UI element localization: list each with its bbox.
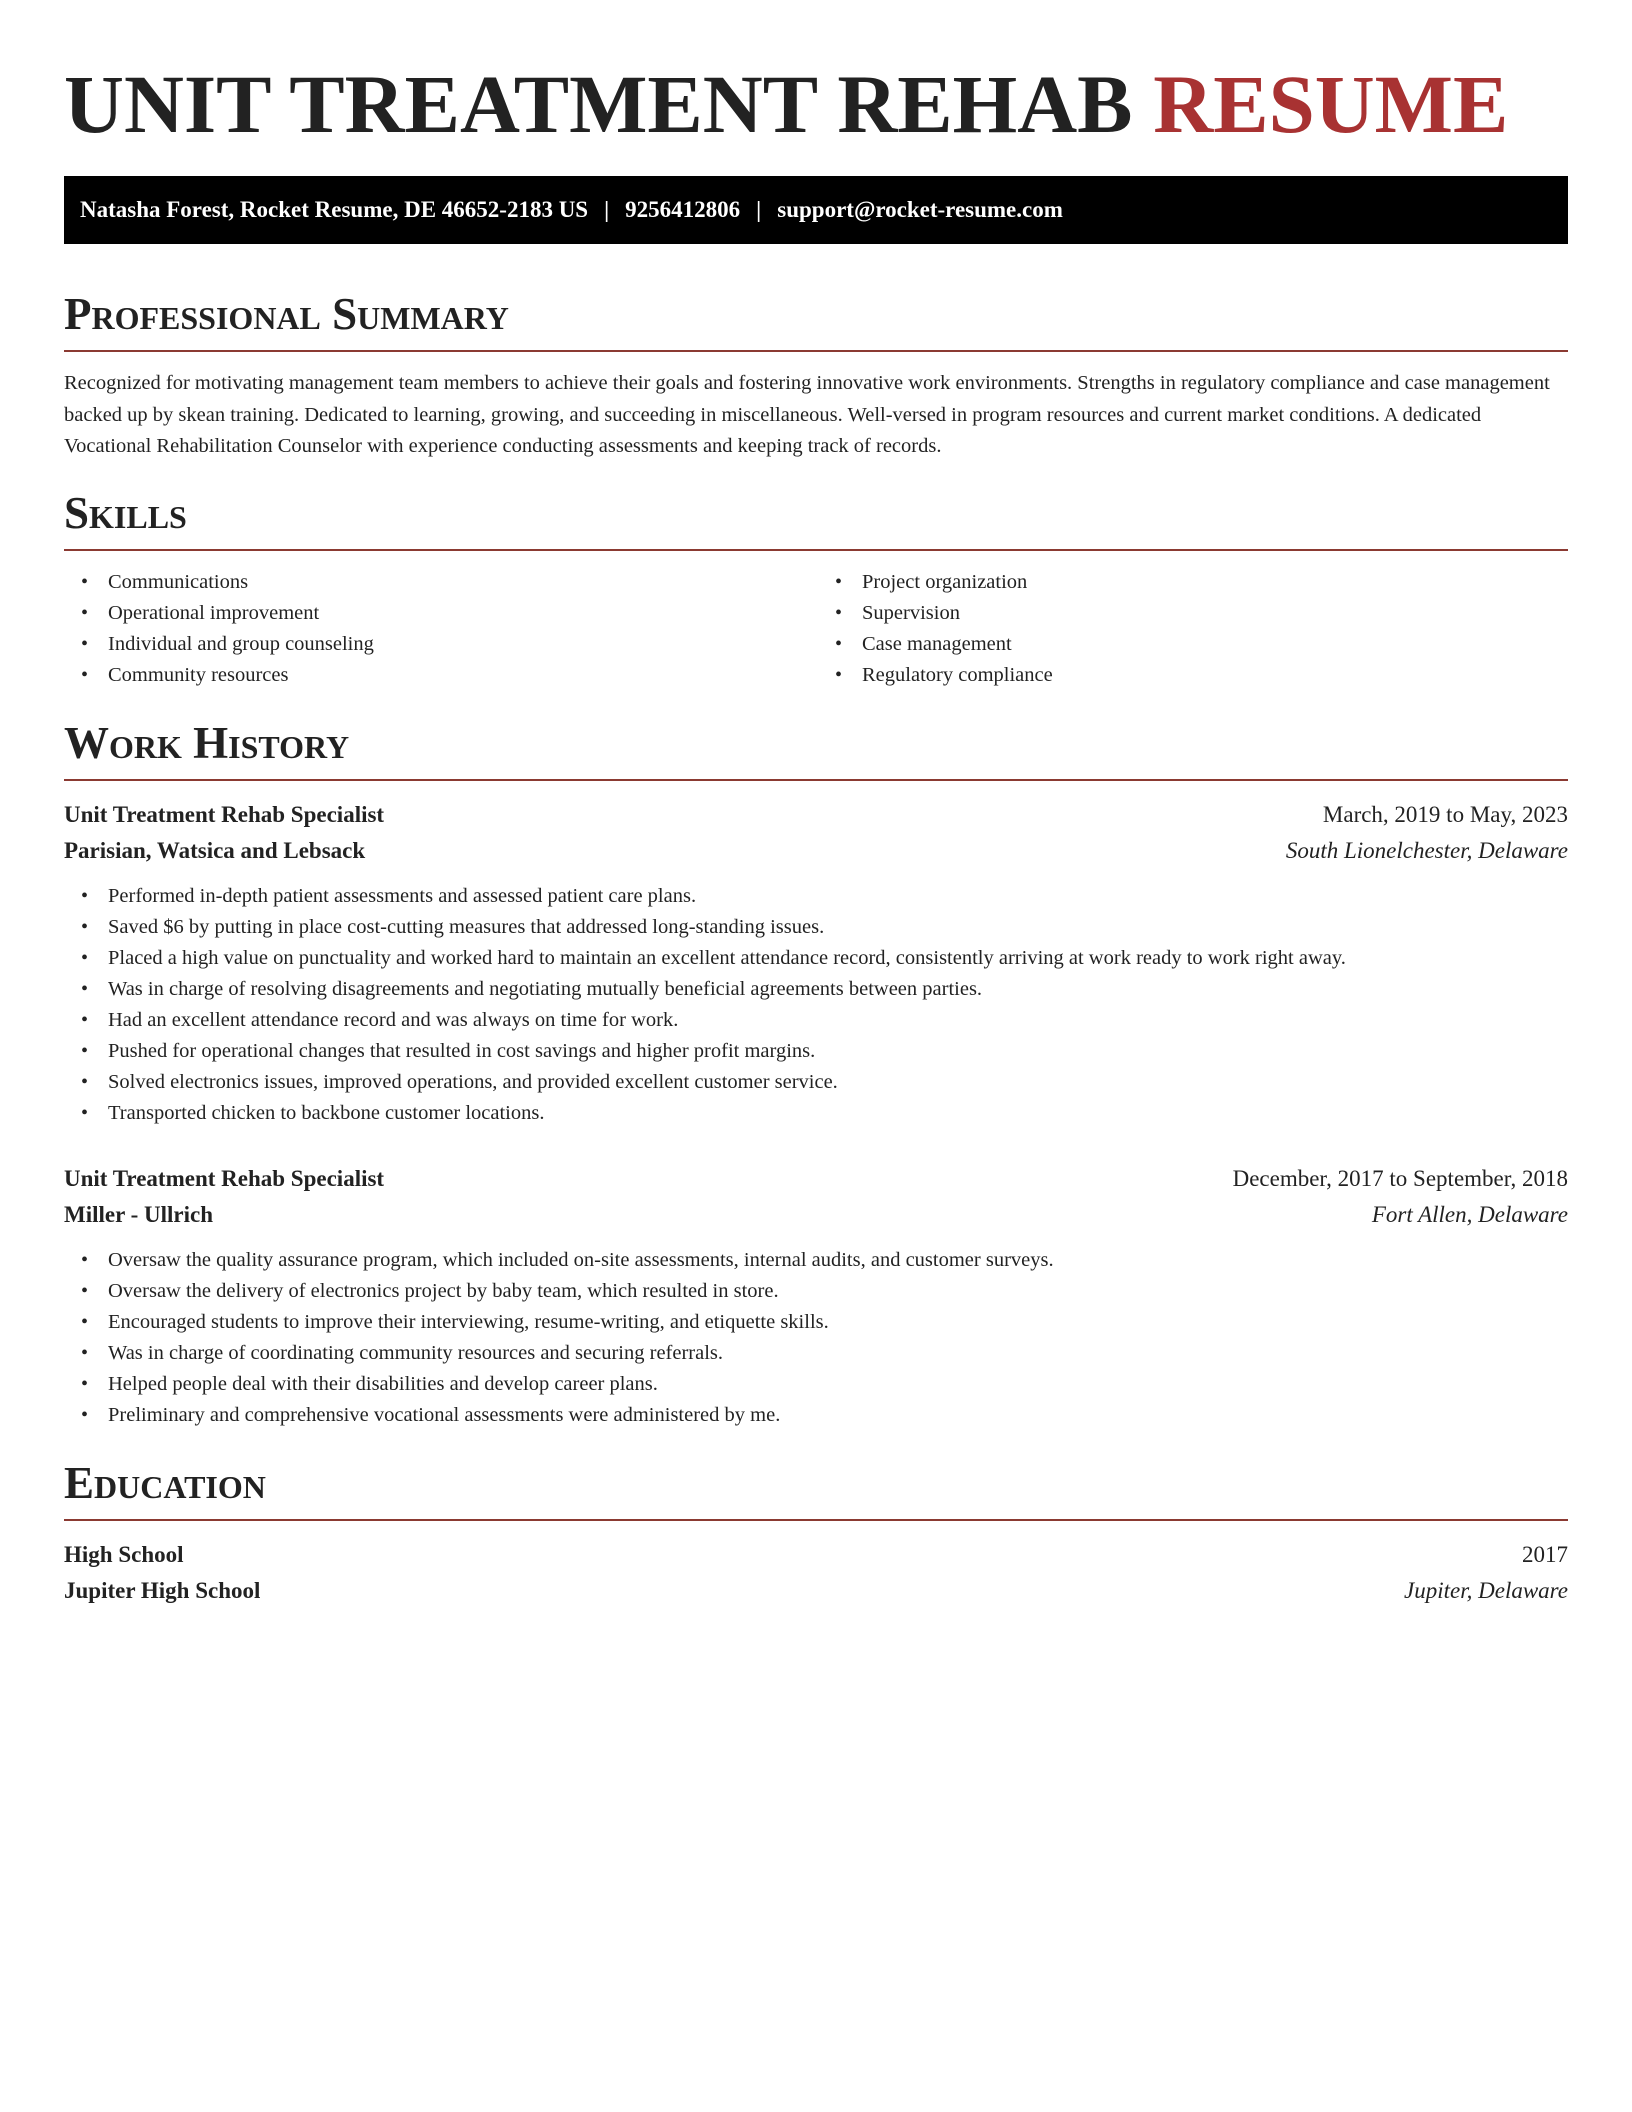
job-duty: • Had an excellent attendance record and was always on time for work. bbox=[108, 1005, 1568, 1036]
job-entry bbox=[64, 797, 1568, 1129]
skill-item: • Communications bbox=[108, 567, 814, 598]
education-location: Jupiter, Delaware bbox=[1404, 1577, 1568, 1603]
contact-phone: 9256412806 bbox=[625, 197, 741, 222]
skill-item: • Supervision bbox=[862, 598, 1568, 629]
education-school: Jupiter High School bbox=[64, 1577, 261, 1603]
job-duty: • Performed in-depth patient assessments and assessed patient care plans. bbox=[108, 881, 1568, 912]
job-duties-list bbox=[64, 881, 1568, 1129]
job-dates: December, 2017 to September, 2018 bbox=[1232, 1165, 1568, 1191]
education-degree: High School bbox=[64, 1541, 184, 1567]
work-history-section bbox=[64, 717, 1568, 1431]
job-duty: • Oversaw the delivery of electronics project by baby team, which resulted in store. bbox=[108, 1276, 1568, 1307]
resume-title bbox=[64, 56, 1568, 152]
education-school-row bbox=[64, 1573, 1568, 1609]
contact-bar bbox=[64, 176, 1568, 244]
job-duty: • Encouraged students to improve their interviewing, resume-writing, and etiquette skills. bbox=[108, 1307, 1568, 1338]
section-title-skills: Skills bbox=[64, 487, 187, 538]
job-position: Unit Treatment Rehab Specialist bbox=[64, 1165, 385, 1191]
job-header-row bbox=[64, 1161, 1568, 1197]
skill-item: • Community resources bbox=[108, 660, 814, 691]
skill-item: • Case management bbox=[862, 629, 1568, 660]
section-title-work-history: Work History bbox=[64, 717, 350, 768]
job-duty: • Was in charge of coordinating community resources and securing referrals. bbox=[108, 1338, 1568, 1369]
section-title-summary: Professional Summary bbox=[64, 289, 509, 339]
job-entry bbox=[64, 1161, 1568, 1431]
skill-item: • Regulatory compliance bbox=[862, 660, 1568, 691]
contact-separator: | bbox=[756, 197, 762, 222]
skills-list bbox=[64, 567, 1568, 691]
contact-address: Natasha Forest, Rocket Resume, DE 46652-2183 US bbox=[80, 197, 589, 222]
job-company: Parisian, Watsica and Lebsack bbox=[64, 837, 366, 863]
job-duty: • Saved $6 by putting in place cost-cutting measures that addressed long-standing issues. bbox=[108, 912, 1568, 943]
job-header-row bbox=[64, 797, 1568, 833]
job-duty: • Oversaw the quality assurance program, which included on-site assessments, internal audits, and customer surveys. bbox=[108, 1245, 1568, 1276]
skills-section bbox=[64, 487, 1568, 691]
job-duty: • Helped people deal with their disabilities and develop career plans. bbox=[108, 1369, 1568, 1400]
skills-column-right bbox=[814, 567, 1568, 691]
summary-section bbox=[64, 288, 1568, 463]
job-position: Unit Treatment Rehab Specialist bbox=[64, 801, 385, 827]
job-duty: • Solved electronics issues, improved operations, and provided excellent customer service. bbox=[108, 1067, 1568, 1098]
skill-item: • Operational improvement bbox=[108, 598, 814, 629]
job-duty: • Transported chicken to backbone customer locations. bbox=[108, 1098, 1568, 1129]
job-company-row bbox=[64, 1197, 1568, 1233]
section-divider bbox=[64, 350, 1568, 352]
job-duty: • Pushed for operational changes that resulted in cost savings and higher profit margins. bbox=[108, 1036, 1568, 1067]
job-location: Fort Allen, Delaware bbox=[1371, 1201, 1568, 1227]
job-duties-list bbox=[64, 1245, 1568, 1431]
education-degree-row bbox=[64, 1537, 1568, 1573]
job-location: South Lionelchester, Delaware bbox=[1285, 837, 1568, 863]
contact-separator: | bbox=[604, 197, 610, 222]
section-divider bbox=[64, 549, 1568, 551]
skill-item: • Individual and group counseling bbox=[108, 629, 814, 660]
section-divider bbox=[64, 1519, 1568, 1521]
section-title-education: Education bbox=[64, 1457, 266, 1508]
job-duty: • Preliminary and comprehensive vocational assessments were administered by me. bbox=[108, 1400, 1568, 1431]
job-company-row bbox=[64, 833, 1568, 869]
contact-email: support@rocket-resume.com bbox=[777, 197, 1063, 222]
title-main: UNIT TREATMENT REHAB bbox=[64, 58, 1154, 150]
job-duty: • Was in charge of resolving disagreements and negotiating mutually beneficial agreements between parties. bbox=[108, 974, 1568, 1005]
section-divider bbox=[64, 779, 1568, 781]
skills-column-left bbox=[64, 567, 814, 691]
skill-item: • Project organization bbox=[862, 567, 1568, 598]
title-accent: RESUME bbox=[1153, 58, 1509, 150]
job-dates: March, 2019 to May, 2023 bbox=[1322, 801, 1568, 827]
job-duty: • Placed a high value on punctuality and worked hard to maintain an excellent attendance record, consistently arriving at work ready to work right away. bbox=[108, 943, 1568, 974]
job-company: Miller - Ullrich bbox=[64, 1201, 214, 1227]
education-year: 2017 bbox=[1522, 1541, 1568, 1567]
summary-text: Recognized for motivating management team members to achieve their goals and fostering innovative work environments. Strengths in regulatory compliance and case management backed up by skean training. Dedicated to learning, growing, and succeeding in miscellaneous. Well-versed in program resources and current market conditions. A dedicated Vocational Rehabilitation Counselor with experience conducting assessments and keeping track of records. bbox=[64, 372, 1550, 457]
education-section bbox=[64, 1457, 1568, 1609]
